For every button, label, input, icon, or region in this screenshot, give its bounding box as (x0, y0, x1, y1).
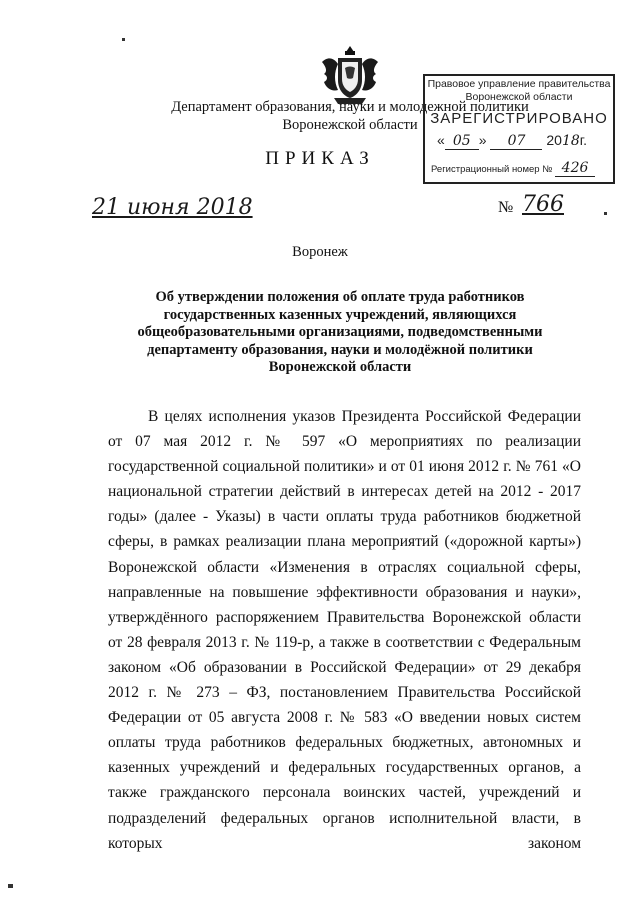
stamp-registered-label: ЗАРЕГИСТРИРОВАНО (430, 110, 608, 127)
registration-stamp (423, 74, 615, 184)
stamp-reg-number-line (431, 160, 609, 177)
scan-mark (122, 38, 125, 41)
order-body (108, 404, 581, 856)
stamp-day: 05 (445, 133, 479, 150)
document-type-heading: ПРИКАЗ (265, 148, 375, 169)
scan-mark (604, 212, 607, 215)
order-title: Об утверждении положения об оплате труда работников государственных казенных учреждений, являющихся общеобразовательными организациями, подведомственными департаменту образования, науки и молодёжной политики Воронежской области (137, 289, 543, 375)
stamp-authority-line-2: Воронежской области (465, 91, 573, 103)
department-line-1: Департамент образования, науки и молодежной политики (171, 99, 529, 115)
body-paragraph: В целях исполнения указов Президента Российской Федерации от 07 мая 2012 г. № 597 «О мероприятиях по реализации государственной социальной политики» и от 01 июня 2012 г. № 761 «О национальной стратегии действий в интересах детей на 2012 - 2017 годы» (далее - Указы) в части оплаты труда работников бюджетной сферы, в рамках реализации плана мероприятий («дорожной карты») Воронежской области «Изменения в отраслях социальной сферы, направленные на повышение эффективности образования и науки», утверждённого распоряжением Правительства Воронежской области от 28 февраля 2013 г. № 119-р, а также в соответствии с Федеральным законом «Об образовании в Российской Федерации» от 29 декабря 2012 г. № 273 – ФЗ, постановлением Правительства Российской Федерации от 05 августа 2008 г. № 583 «О введении новых систем оплаты труда работников федеральных бюджетных, автономных и казенных учреждений и федеральных государственных органов, а также гражданского персонала воинских частей, учреждений и подразделений федеральных органов исполнительной власти, в которых законом (108, 408, 581, 852)
stamp-date: « 05 » 07 2018г. (437, 132, 588, 149)
stamp-month: 07 (490, 133, 542, 150)
department-line-2: Воронежской области (282, 117, 418, 133)
stamp-reg-number: 426 (555, 160, 595, 177)
stamp-reg-label: Регистрационный номер № (431, 164, 553, 175)
order-city: Воронеж (292, 244, 348, 260)
scan-mark (8, 884, 13, 888)
stamp-year-suffix: 18 (561, 133, 580, 149)
order-number-label: № (498, 199, 514, 216)
order-date: 21 июня 2018 (92, 195, 253, 220)
stamp-year-prefix: 20 (546, 132, 562, 148)
stamp-year-end: г. (579, 132, 588, 148)
stamp-authority-line-1: Правовое управление правительства (427, 78, 611, 90)
order-number: 766 (522, 192, 564, 217)
